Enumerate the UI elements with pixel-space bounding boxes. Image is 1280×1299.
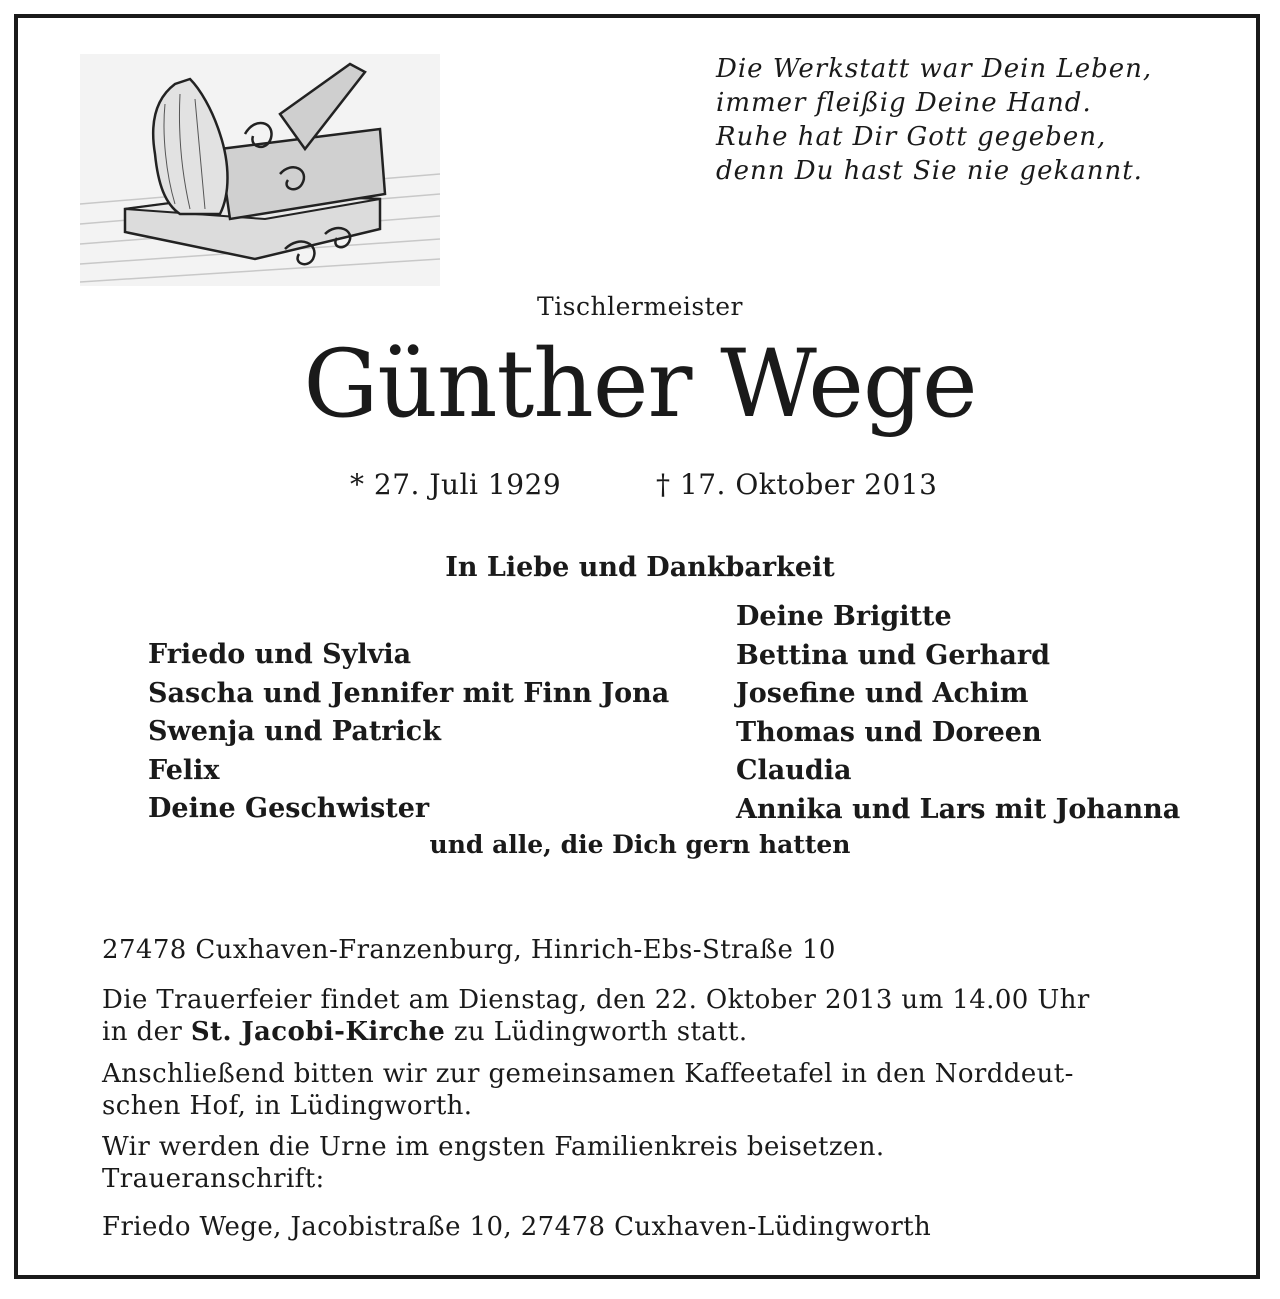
service-line-2 [102, 1016, 1090, 1048]
mourner-entry: Friedo und Sylvia [148, 639, 412, 670]
hand-plane-illustration [80, 54, 440, 286]
poem-line: Ruhe hat Dir Gott gegeben, [716, 122, 1107, 152]
mourner-entry: Thomas und Doreen [736, 716, 1042, 748]
mourners-left-column [148, 636, 669, 829]
contact-label: Traueranschrift: [102, 1164, 325, 1194]
service-suffix: zu Lüdingworth statt. [445, 1017, 748, 1047]
coffee-reception-info [102, 1058, 1074, 1122]
contact-address [102, 1211, 931, 1243]
coffee-line: schen Hof, in Lüdingworth. [102, 1091, 473, 1121]
death-date: † 17. Oktober 2013 [656, 468, 938, 501]
poem-line: Die Werkstatt war Dein Leben, [716, 54, 1153, 84]
mourner-entry: Sascha und Jennifer mit Finn Jona [148, 677, 670, 709]
mourner-entry: Bettina und Gerhard [736, 639, 1050, 671]
mourners-closing: und alle, die Dich gern hatten [429, 830, 851, 859]
service-line: Die Trauerfeier findet am Dienstag, den 22. Oktober 2013 um 14.00 Uhr [102, 985, 1090, 1015]
mourners-right-column [736, 598, 1180, 829]
urn-line: Wir werden die Urne im engsten Familienkreis beisetzen. [102, 1132, 885, 1162]
mourner-entry: Claudia [736, 755, 852, 786]
service-prefix: in der [102, 1017, 191, 1047]
church-name: St. Jacobi-Kirche [190, 1017, 446, 1047]
mourner-entry: Josefine und Achim [736, 678, 1029, 709]
mourner-entry: Deine Brigitte [736, 601, 952, 632]
deceased-name: Günther Wege [303, 330, 977, 439]
burial-info [102, 1131, 885, 1195]
mourner-entry: Swenja und Patrick [148, 716, 441, 747]
poem-line: denn Du hast Sie nie gekannt. [716, 156, 1143, 186]
poem-line: immer fleißig Deine Hand. [716, 88, 1092, 118]
mourner-entry: Deine Geschwister [148, 793, 430, 824]
deceased-title: Tischlermeister [537, 292, 743, 321]
residence-address [102, 934, 836, 966]
address-text: 27478 Cuxhaven-Franzenburg, Hinrich-Ebs-Straße 10 [102, 935, 836, 965]
contact-address-line: Friedo Wege, Jacobistraße 10, 27478 Cuxhaven-Lüdingworth [102, 1212, 932, 1242]
mourners-intro: In Liebe und Dankbarkeit [445, 552, 835, 583]
mourner-entry: Annika und Lars mit Johanna [736, 793, 1181, 825]
birth-date: * 27. Juli 1929 [350, 468, 562, 501]
memorial-poem [716, 52, 1152, 188]
mourner-entry: Felix [148, 754, 220, 786]
coffee-line: Anschließend bitten wir zur gemeinsamen Kaffeetafel in den Norddeut- [102, 1059, 1074, 1089]
funeral-service-info [102, 984, 1090, 1048]
